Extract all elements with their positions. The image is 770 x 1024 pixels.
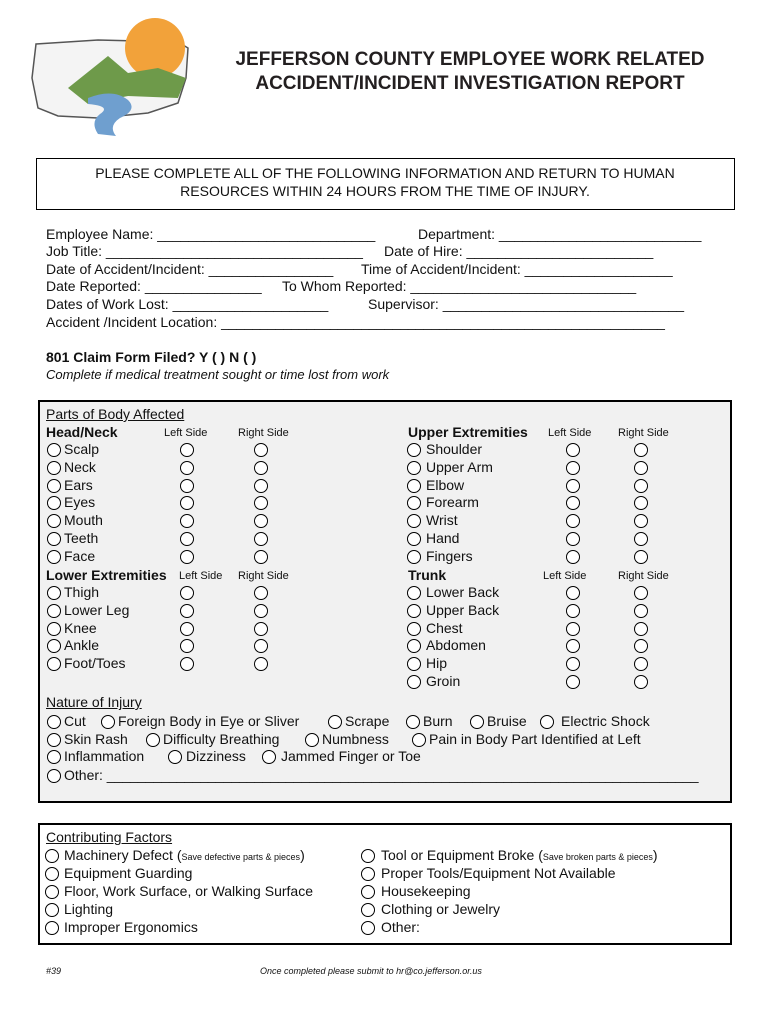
trunk-heading: Trunk [408, 567, 447, 583]
head_neck-item-label: Scalp [64, 441, 100, 457]
nature-option-circle[interactable] [146, 733, 160, 747]
left-side-circle[interactable] [180, 657, 194, 671]
lower_extremities-item-label: Thigh [64, 584, 100, 600]
nature-option-label: Difficulty Breathing [163, 731, 280, 747]
left-side-circle[interactable] [180, 496, 194, 510]
left-side-circle[interactable] [566, 657, 580, 671]
time-of-accident-field[interactable]: Time of Accident/Incident: ___________________ [361, 261, 673, 277]
factor-option-label [64, 865, 192, 881]
select-trunk-circle[interactable] [407, 586, 421, 600]
left-side-circle[interactable] [180, 550, 194, 564]
lower_extremities-item-label: Foot/Toes [64, 655, 126, 671]
nature-option-circle[interactable] [412, 733, 426, 747]
instructions-line-2: RESOURCES WITHIN 24 HOURS FROM THE TIME OF INJURY. [180, 183, 590, 199]
right-side-circle[interactable] [634, 604, 648, 618]
left-side-circle[interactable] [180, 461, 194, 475]
factor-option-label [381, 883, 471, 899]
right-side-circle[interactable] [634, 550, 648, 564]
factor-label-close: ) [652, 847, 658, 863]
right-side-circle[interactable] [254, 532, 268, 546]
date-of-hire-field[interactable]: Date of Hire: ________________________ [384, 243, 654, 259]
factor-option-label [64, 919, 198, 935]
to-whom-reported-field[interactable]: To Whom Reported: _____________________________ [282, 278, 637, 294]
head_neck-item-label: Ears [64, 477, 93, 493]
factor-label-text: Clothing or Jewelry [381, 901, 501, 917]
nature-option-label: Skin Rash [64, 731, 128, 747]
nature-option-circle[interactable] [47, 733, 61, 747]
right-side-circle[interactable] [634, 479, 648, 493]
claim-form-note: Complete if medical treatment sought or time lost from work [46, 367, 390, 382]
dates-work-lost-field[interactable]: Dates of Work Lost: ____________________ [46, 296, 329, 312]
factor-option-circle[interactable] [45, 885, 59, 899]
select-head_neck-circle[interactable] [47, 532, 61, 546]
right-side-circle[interactable] [254, 496, 268, 510]
upper_extremities-item-label: Forearm [426, 494, 479, 510]
right-side-circle[interactable] [634, 514, 648, 528]
left-side-circle[interactable] [180, 514, 194, 528]
nature-option-label: Foreign Body in Eye or Sliver [118, 713, 300, 729]
nature-option-circle[interactable] [470, 715, 484, 729]
left-side-header: Left Side [179, 570, 223, 582]
nature-option-label: Bruise [487, 713, 527, 729]
nature-option-label: Numbness [322, 731, 389, 747]
factor-option-label [64, 883, 313, 899]
instructions-text [40, 164, 730, 200]
factor-option-circle[interactable] [361, 867, 375, 881]
factor-option-circle[interactable] [45, 849, 59, 863]
nature-other-field[interactable]: Other: ____________________________________________________________________________ [64, 767, 699, 783]
right-side-circle[interactable] [254, 622, 268, 636]
left-side-header: Left Side [543, 570, 587, 582]
left-side-circle[interactable] [566, 443, 580, 457]
location-field[interactable]: Accident /Incident Location: _________________________________________________________ [46, 314, 665, 330]
left-side-circle[interactable] [180, 622, 194, 636]
trunk-item-label: Abdomen [426, 637, 486, 653]
left-side-circle[interactable] [180, 443, 194, 457]
factor-option-label [381, 919, 420, 935]
nature-other-circle[interactable] [47, 769, 61, 783]
select-upper_extremities-circle[interactable] [407, 514, 421, 528]
form-number: #39 [46, 966, 62, 976]
right-side-circle[interactable] [634, 622, 648, 636]
trunk-item-label: Lower Back [426, 584, 500, 600]
select-head_neck-circle[interactable] [47, 496, 61, 510]
factors-heading: Contributing Factors [46, 829, 173, 845]
lower_extremities-item-label: Knee [64, 620, 97, 636]
factor-label-note: Save defective parts & pieces [181, 852, 301, 862]
select-head_neck-circle[interactable] [47, 514, 61, 528]
nature-option-label: Scrape [345, 713, 390, 729]
nature-option-label: Electric Shock [561, 713, 650, 729]
left-side-circle[interactable] [180, 604, 194, 618]
right-side-circle[interactable] [634, 657, 648, 671]
right-side-circle[interactable] [254, 604, 268, 618]
right-side-circle[interactable] [634, 496, 648, 510]
right-side-circle[interactable] [634, 639, 648, 653]
select-head_neck-circle[interactable] [47, 443, 61, 457]
factor-option-label [381, 865, 616, 881]
left-side-circle[interactable] [566, 639, 580, 653]
select-trunk-circle[interactable] [407, 639, 421, 653]
supervisor-field[interactable]: Supervisor: _______________________________ [368, 296, 685, 312]
nature-option-circle[interactable] [328, 715, 342, 729]
nature-option-circle[interactable] [262, 750, 276, 764]
factor-option-circle[interactable] [45, 921, 59, 935]
date-of-accident-field[interactable]: Date of Accident/Incident: ________________ [46, 261, 334, 277]
select-upper_extremities-circle[interactable] [407, 496, 421, 510]
select-upper_extremities-circle[interactable] [407, 443, 421, 457]
upper_extremities-item-label: Wrist [426, 512, 458, 528]
right-side-header: Right Side [238, 427, 289, 439]
trunk-item-label: Upper Back [426, 602, 500, 618]
nature-option-circle[interactable] [406, 715, 420, 729]
title-line-2: ACCIDENT/INCIDENT INVESTIGATION REPORT [255, 73, 685, 94]
left-side-circle[interactable] [566, 675, 580, 689]
factor-label-text: Improper Ergonomics [64, 919, 198, 935]
factor-label-text: Housekeeping [381, 883, 471, 899]
select-lower_extremities-circle[interactable] [47, 639, 61, 653]
nature-option-label: Cut [64, 713, 86, 729]
employee-name-field[interactable]: Employee Name: ____________________________ [46, 226, 376, 242]
head_neck-item-label: Mouth [64, 512, 103, 528]
left-side-circle[interactable] [180, 479, 194, 493]
right-side-circle[interactable] [634, 443, 648, 457]
factor-option-label [64, 847, 305, 863]
select-lower_extremities-circle[interactable] [47, 586, 61, 600]
nature-option-label: Dizziness [186, 748, 246, 764]
factor-label-text: Floor, Work Surface, or Walking Surface [64, 883, 313, 899]
factor-label-text: Other: [381, 919, 420, 935]
county-logo [28, 18, 203, 140]
trunk-item-label: Hip [426, 655, 448, 671]
factor-label-text: Tool or Equipment Broke ( [381, 847, 543, 863]
upper-extremities-heading: Upper Extremities [408, 424, 528, 440]
factor-label-text: Proper Tools/Equipment Not Available [381, 865, 616, 881]
right-side-circle[interactable] [634, 586, 648, 600]
right-side-circle[interactable] [634, 461, 648, 475]
nature-option-circle[interactable] [168, 750, 182, 764]
lower_extremities-item-label: Ankle [64, 637, 100, 653]
left-side-header: Left Side [164, 427, 208, 439]
factor-option-label [381, 847, 658, 863]
right-side-header: Right Side [618, 570, 669, 582]
nature-option-circle[interactable] [540, 715, 554, 729]
select-head_neck-circle[interactable] [47, 461, 61, 475]
head_neck-item-label: Neck [64, 459, 96, 475]
upper_extremities-item-label: Shoulder [426, 441, 483, 457]
submit-note: Once completed please submit to hr@co.jefferson.or.us [260, 966, 482, 976]
nature-option-circle[interactable] [101, 715, 115, 729]
select-lower_extremities-circle[interactable] [47, 657, 61, 671]
factor-label-text: Lighting [64, 901, 114, 917]
select-upper_extremities-circle[interactable] [407, 532, 421, 546]
factor-option-circle[interactable] [361, 849, 375, 863]
factor-option-circle[interactable] [361, 921, 375, 935]
upper_extremities-item-label: Elbow [426, 477, 465, 493]
title-line-1: JEFFERSON COUNTY EMPLOYEE WORK RELATED [235, 49, 705, 70]
factor-label-text: Machinery Defect ( [64, 847, 182, 863]
claim-form-question[interactable]: 801 Claim Form Filed? Y ( ) N ( ) [46, 349, 257, 365]
left-side-circle[interactable] [566, 622, 580, 636]
head-neck-heading: Head/Neck [46, 424, 118, 440]
lower_extremities-item-label: Lower Leg [64, 602, 130, 618]
nature-option-label: Inflammation [64, 748, 145, 764]
select-head_neck-circle[interactable] [47, 479, 61, 493]
head_neck-item-label: Eyes [64, 494, 96, 510]
select-head_neck-circle[interactable] [47, 550, 61, 564]
trunk-item-label: Groin [426, 673, 461, 689]
right-side-circle[interactable] [254, 550, 268, 564]
right-side-circle[interactable] [254, 479, 268, 493]
right-side-circle[interactable] [254, 586, 268, 600]
right-side-circle[interactable] [634, 532, 648, 546]
select-lower_extremities-circle[interactable] [47, 604, 61, 618]
head_neck-item-label: Teeth [64, 530, 99, 546]
right-side-circle[interactable] [634, 675, 648, 689]
select-upper_extremities-circle[interactable] [407, 461, 421, 475]
factor-option-label [64, 901, 113, 917]
left-side-circle[interactable] [566, 604, 580, 618]
lower-extremities-heading: Lower Extremities [46, 567, 167, 583]
right-side-circle[interactable] [254, 461, 268, 475]
select-trunk-circle[interactable] [407, 657, 421, 671]
left-side-circle[interactable] [180, 639, 194, 653]
select-trunk-circle[interactable] [407, 622, 421, 636]
left-side-circle[interactable] [180, 532, 194, 546]
body-parts-heading: Parts of Body Affected [46, 406, 185, 422]
upper_extremities-item-label: Hand [426, 530, 460, 546]
factor-label-close: ) [300, 847, 305, 863]
factor-label-text: Equipment Guarding [64, 865, 193, 881]
left-side-circle[interactable] [566, 496, 580, 510]
left-side-circle[interactable] [180, 586, 194, 600]
left-side-circle[interactable] [566, 461, 580, 475]
date-reported-field[interactable]: Date Reported: _______________ [46, 278, 262, 294]
left-side-header: Left Side [548, 427, 592, 439]
right-side-header: Right Side [618, 427, 669, 439]
trunk-item-label: Chest [426, 620, 463, 636]
factor-label-note: Save broken parts & pieces [542, 852, 653, 862]
nature-option-circle[interactable] [47, 750, 61, 764]
select-lower_extremities-circle[interactable] [47, 622, 61, 636]
select-upper_extremities-circle[interactable] [407, 479, 421, 493]
select-trunk-circle[interactable] [407, 604, 421, 618]
right-side-circle[interactable] [254, 514, 268, 528]
page-title [205, 48, 735, 96]
factor-option-circle[interactable] [45, 903, 59, 917]
head_neck-item-label: Face [64, 548, 96, 564]
factor-option-circle[interactable] [361, 903, 375, 917]
right-side-circle[interactable] [254, 443, 268, 457]
factor-option-circle[interactable] [45, 867, 59, 881]
select-upper_extremities-circle[interactable] [407, 550, 421, 564]
nature-option-label: Pain in Body Part Identified at Left [429, 731, 641, 747]
job-title-field[interactable]: Job Title: _________________________________ [46, 243, 363, 259]
right-side-circle[interactable] [254, 657, 268, 671]
nature-option-label: Burn [423, 713, 453, 729]
factor-option-circle[interactable] [361, 885, 375, 899]
factor-option-label [381, 901, 500, 917]
upper_extremities-item-label: Fingers [426, 548, 473, 564]
nature-option-circle[interactable] [47, 715, 61, 729]
upper_extremities-item-label: Upper Arm [426, 459, 493, 475]
nature-option-circle[interactable] [305, 733, 319, 747]
left-side-circle[interactable] [566, 550, 580, 564]
nature-option-label: Jammed Finger or Toe [281, 748, 421, 764]
nature-heading: Nature of Injury [46, 694, 142, 710]
left-side-circle[interactable] [566, 514, 580, 528]
instructions-line-1: PLEASE COMPLETE ALL OF THE FOLLOWING INFORMATION AND RETURN TO HUMAN [95, 165, 675, 181]
right-side-circle[interactable] [254, 639, 268, 653]
left-side-circle[interactable] [566, 532, 580, 546]
right-side-header: Right Side [238, 570, 289, 582]
left-side-circle[interactable] [566, 586, 580, 600]
select-trunk-circle[interactable] [407, 675, 421, 689]
left-side-circle[interactable] [566, 479, 580, 493]
department-field[interactable]: Department: __________________________ [418, 226, 702, 242]
